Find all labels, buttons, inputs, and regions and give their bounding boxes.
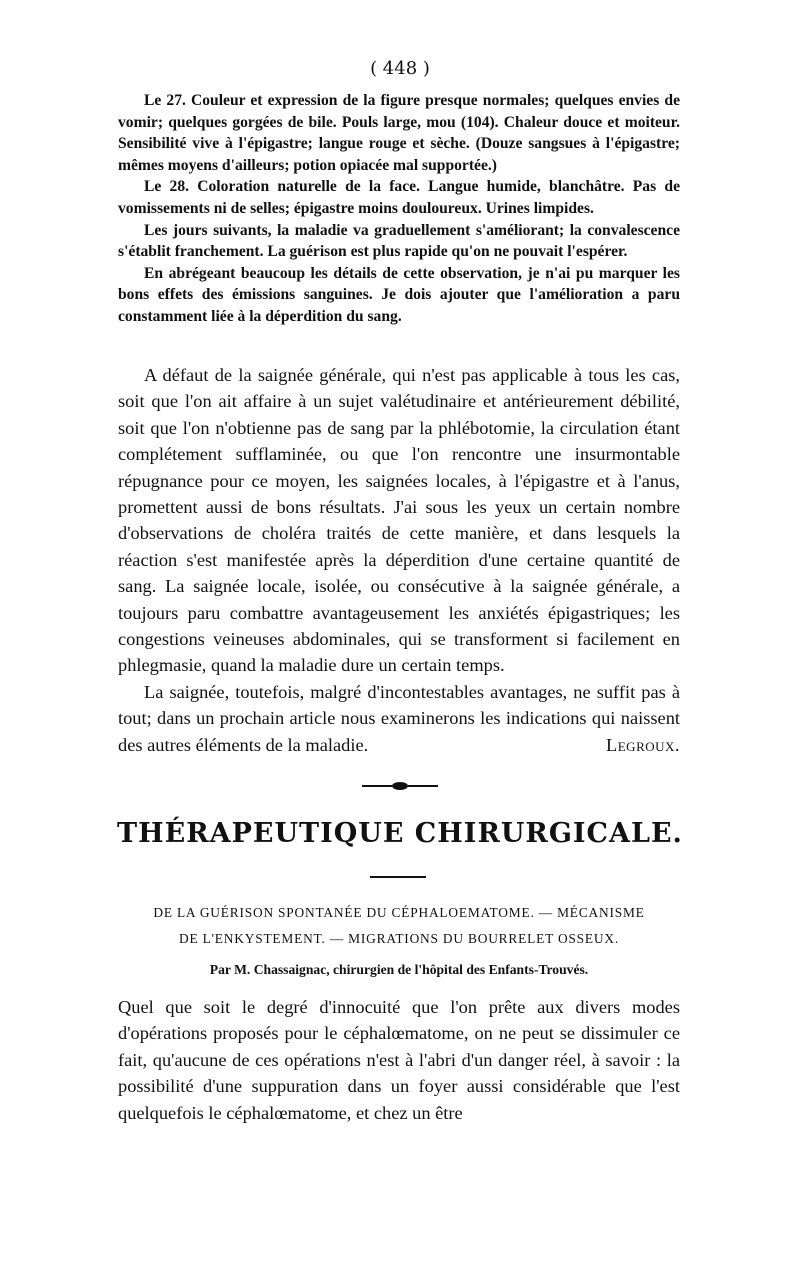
subtitle-line: DE LA GUÉRISON SPONTANÉE DU CÉPHALOEMATOME. — MÉCANISME [153,905,645,920]
body-paragraph-text: La saignée, toutefois, malgré d'incontestables avantages, ne suffit pas à tout; dans un prochain article nous examinerons les indications qui naissent des autres éléments de la maladie. [118,681,680,755]
main-text [118,362,680,758]
body-paragraph: Quel que soit le degré d'innocuité que l'on prête aux divers modes d'opérations proposés pour le céphalœmatome, on ne peut se dissimuler ce fait, qu'aucune de ces opérations n'est à l'abri d'un danger réel, à savoir : la possibilité d'une suppuration dans un foyer aussi considérable que l'est quelquefois le céphalœmatome, et chez un être [118,997,680,1123]
note-paragraph: Les jours suivants, la maladie va graduellement s'améliorant; la convalescence s'établit franchement. La guérison est plus rapide qu'on ne pouvait l'espérer. [118,221,680,261]
section-title: THÉRAPEUTIQUE CHIRURGICALE. [117,818,683,849]
author-signature: Legroux. [606,734,680,755]
title-rule [370,876,426,878]
article-author: Par M. Chassaignac, chirurgien de l'hôpital des Enfants-Trouvés. [209,962,589,977]
note-paragraph: Le 27. Couleur et expression de la figure presque normales; quelques envies de vomir; quelques gorgées de bile. Pouls large, mou (104). Chaleur douce et moiteur. Sensibilité vive à l'épigastre; langue rouge et sèche. (Douze sangsues à l'épigastre; mêmes moyens d'ailleurs; potion opiacée mal supportée.) [118,92,680,174]
page-number: ( 448 ) [370,58,430,79]
note-paragraph: En abrégeant beaucoup les détails de cette observation, je n'ai pu marquer les bons effets des émissions sanguines. Je dois ajouter que l'amélioration a paru constamment liée à la déperdition du sang. [118,264,680,325]
body-paragraph [118,679,680,758]
note-paragraph: Le 28. Coloration naturelle de la face. Langue humide, blanchâtre. Pas de vomissements ni de selles; épigastre moins douloureux. Urines limpides. [118,178,680,217]
section-ornament [360,776,440,796]
article-text [118,994,680,1126]
observation-notes [118,90,680,328]
subtitle-line: DE L'ENKYSTEMENT. — MIGRATIONS DU BOURRELET OSSEUX. [179,931,619,946]
body-paragraph: A défaut de la saignée générale, qui n'est pas applicable à tous les cas, soit que l'on ait affaire à un sujet valétudinaire et antérieurement débilité, soit que l'on n'obtienne pas de sang par la phlébotomie, la circulation étant complétement sufflaminée, ou que l'on rencontre une insurmontable répugnance pour ce moyen, les saignées locales, à l'épigastre et à l'anus, promettent aussi de bons résultats. J'ai sous les yeux un certain nombre d'observations de choléra traités de cette manière, et dans lesquels la réaction s'est manifestée après la déperdition d'une certaine quantité de sang. La saignée locale, isolée, ou consécutive à la saignée générale, a toujours paru combattre avantageusement les anxiétés épigastriques; les congestions veineuses abdominales, qui se transforment si facilement en phlegmasie, quand la maladie dure un certain temps. [118,365,680,676]
article-subtitle [118,900,680,952]
